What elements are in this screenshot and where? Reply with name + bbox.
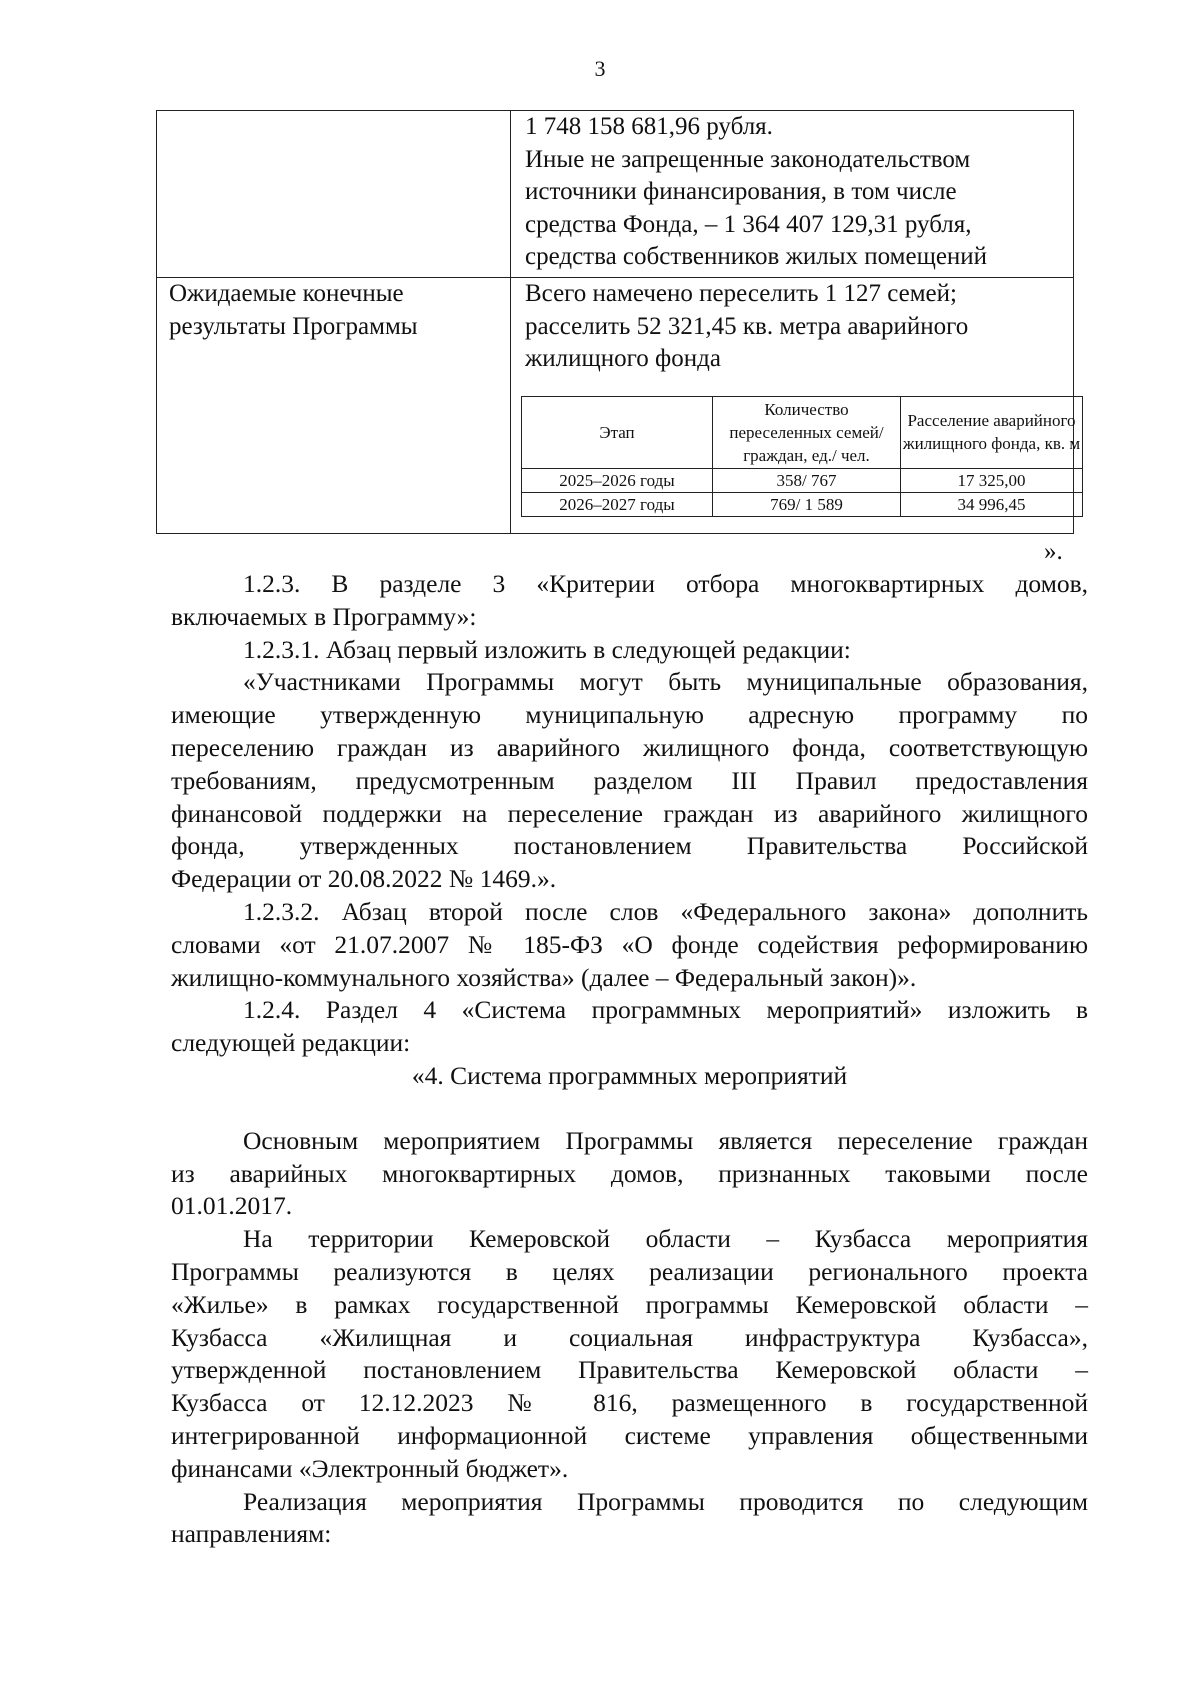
text-line: направлениям: [171,1519,332,1549]
text-line: «Жилье» в рамках государственной программы Кемеровской области – [171,1289,1088,1319]
stages-cell-area: 17 325,00 [901,468,1083,492]
passport-row-financing [157,111,1074,278]
paragraph-1-2-3-1 [171,634,1088,667]
text-line: 1.2.4. Раздел 4 «Система программных мероприятий» изложить в [243,995,1088,1025]
financing-line: средства Фонда, – 1 364 407 129,31 рубля, [525,210,972,238]
text-line: 1.2.3.1. Абзац первый изложить в следующей редакции: [243,634,851,664]
text-line: имеющие утвержденную муниципальную адресную программу по [171,700,1088,730]
text-line: финансовой поддержки на переселение граждан из аварийного жилищного [171,798,1088,828]
passport-cell-label-empty [157,111,511,278]
paragraph-participants [171,666,1088,896]
closing-quote: ». [1044,538,1063,565]
stages-row [522,492,1083,516]
financing-line: средства собственников жилых помещений [525,243,988,270]
stages-header-families: Количество переселенных семей/граждан, ед./ чел. [713,396,901,468]
page-number: 3 [594,56,606,81]
passport-cell-results [511,278,1081,534]
text-line: Реализация мероприятия Программы проводится по следующим [243,1486,1088,1516]
results-line: жилищного фонда [525,345,721,372]
text-line: Кузбасса от 12.12.2023 № 816, размещенного в государственной [171,1388,1088,1418]
stages-cell-stage: 2025–2026 годы [522,468,713,492]
text-line: жилищно-коммунального хозяйства» (далее – Федеральный закон)». [171,962,917,992]
text-line: утвержденной постановлением Правительства Кемеровской области – [171,1355,1088,1385]
financing-line: Иные не запрещенные законодательством [525,145,971,173]
text-line: финансами «Электронный бюджет». [171,1453,569,1483]
text-line: 1.2.3. В разделе 3 «Критерии отбора многоквартирных домов, [243,569,1088,598]
passport-cell-financing [511,111,1074,278]
text-line: переселению граждан из аварийного жилищного фонда, соответствующую [171,732,1088,762]
stages-header-stage: Этап [522,396,713,468]
results-label-line: результаты Программы [169,312,418,340]
paragraph-kuzbass [171,1223,1088,1485]
text-line: Основным мероприятием Программы является переселение граждан [243,1125,1088,1155]
results-line: расселить 52 321,45 кв. метра аварийного [525,312,969,340]
stages-cell-area: 34 996,45 [901,492,1083,516]
text-line: интегрированной информационной системе управления общественными [171,1420,1088,1450]
paragraph-1-2-3-2 [171,896,1088,994]
paragraph-main-event [171,1125,1088,1223]
stages-cell-families: 769/ 1 589 [713,492,901,516]
text-line: Кузбасса «Жилищная и социальная инфраструктура Кузбасса», [171,1322,1088,1352]
document-body [171,568,1088,1551]
passport-cell-results-label [157,278,511,534]
passport-row-expected-results [157,278,1074,534]
text-line: На территории Кемеровской области – Кузбасса мероприятия [243,1224,1088,1254]
text-line: из аварийных многоквартирных домов, признанных таковыми после [171,1158,1088,1188]
text-line: «Участниками Программы могут быть муниципальные образования, [243,667,1088,697]
paragraph-1-2-4 [171,994,1088,1060]
stages-row [522,468,1083,492]
paragraph-directions [171,1486,1088,1552]
section-heading: «4. Система программных мероприятий [411,1060,848,1090]
text-line: требованиям, предусмотренным разделом III Правил предоставления [171,765,1088,795]
stages-header-row [522,396,1083,468]
results-label-line: Ожидаемые конечные [169,280,404,307]
paragraph-1-2-3 [171,568,1088,634]
stages-header-area: Расселение аварийного жилищного фонда, кв. м [901,396,1083,468]
stages-cell-families: 358/ 767 [713,468,901,492]
financing-line: источники финансирования, в том числе [525,178,957,205]
text-line: 1.2.3.2. Абзац второй после слов «Федерального закона» дополнить [243,896,1088,926]
spacer [171,1093,1088,1125]
stages-cell-stage: 2026–2027 годы [522,492,713,516]
results-line: Всего намечено переселить 1 127 семей; [525,280,957,307]
text-line: Федерации от 20.08.2022 № 1469.». [171,864,557,894]
text-line: словами «от 21.07.2007 № 185-ФЗ «О фонде содействия реформированию [171,929,1088,959]
text-line: Программы реализуются в целях реализации регионального проекта [171,1256,1088,1286]
text-line: 01.01.2017. [171,1191,293,1221]
text-line: фонда, утвержденных постановлением Правительства Российской [171,831,1088,861]
stages-table [521,396,1083,517]
program-passport-table [156,110,1081,534]
text-line: включаемых в Программу»: [171,601,477,631]
text-line: следующей редакции: [171,1028,411,1058]
financing-line: 1 748 158 681,96 рубля. [525,113,773,140]
